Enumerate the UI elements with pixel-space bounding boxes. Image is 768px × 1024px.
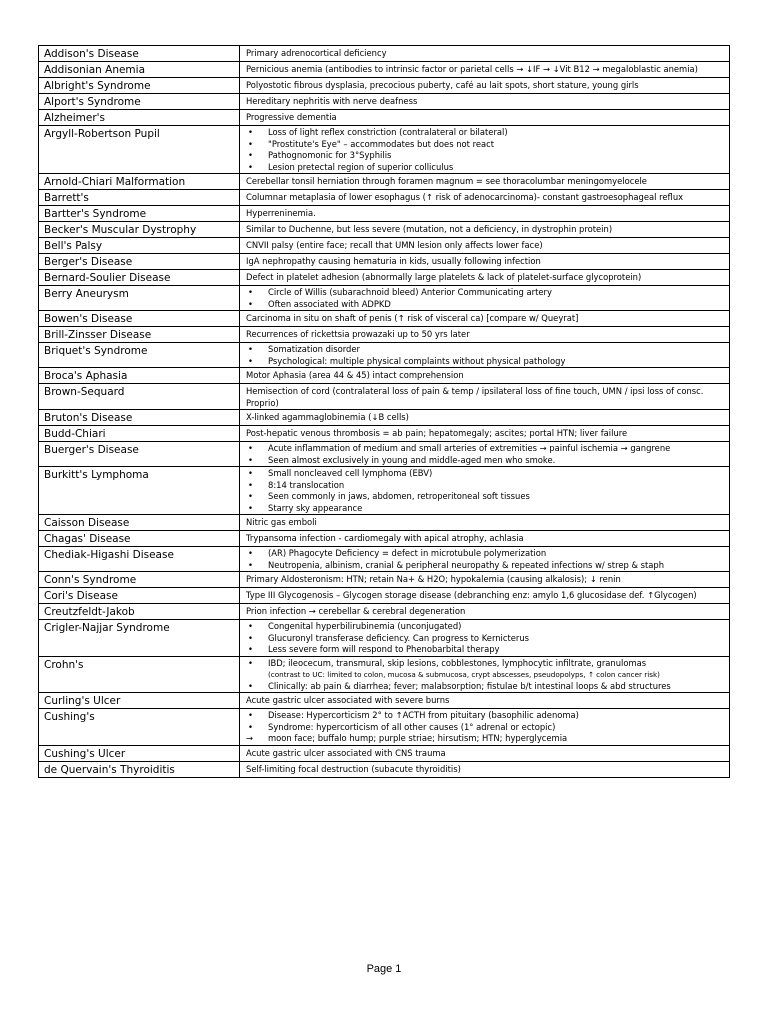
bullet-item: • Small noncleaved cell lymphoma (EBV) (246, 468, 725, 480)
table-row (39, 656, 730, 693)
description-cell: Polyostotic fibrous dysplasia, precocious puberty, café au lait spots, short stature, young girls (240, 78, 730, 94)
description-cell: CNVII palsy (entire face; recall that UMN lesion only affects lower face) (240, 238, 730, 254)
bullet-item: • Often associated with ADPKD (246, 299, 725, 311)
description-cell: Nitric gas emboli (240, 515, 730, 531)
table-row (39, 531, 730, 547)
description-cell: Defect in platelet adhesion (abnormally large platelets & lack of platelet-surface glycoprotein) (240, 270, 730, 286)
bullet-list (246, 344, 725, 367)
table-row (39, 572, 730, 588)
description-cell: Primary Aldosteronism: HTN; retain Na+ & H2O; hypokalemia (causing alkalosis); ↓ renin (240, 572, 730, 588)
disease-name-cell: Broca's Aphasia (39, 368, 240, 384)
disease-name-cell: Conn's Syndrome (39, 572, 240, 588)
disease-name-cell: Cori's Disease (39, 588, 240, 604)
table-row (39, 343, 730, 368)
table-row (39, 761, 730, 777)
table-body (39, 46, 730, 778)
disease-name-cell: Cushing's Ulcer (39, 745, 240, 761)
table-row (39, 368, 730, 384)
description-cell: Primary adrenocortical deficiency (240, 46, 730, 62)
disease-name-cell: Addison's Disease (39, 46, 240, 62)
description-cell: X-linked agammaglobinemia (↓B cells) (240, 410, 730, 426)
table-row (39, 311, 730, 327)
disease-table (38, 45, 730, 778)
description-cell: Acute gastric ulcer associated with severe burns (240, 693, 730, 709)
description-cell: Similar to Duchenne, but less severe (mutation, not a deficiency, in dystrophin protein) (240, 222, 730, 238)
bullet-item: (contrast to UC: limited to colon, mucosa & submucosa, crypt abscesses, pseudopolyps, ↑ colon cancer risk) (268, 670, 660, 679)
disease-name-cell: Chagas' Disease (39, 531, 240, 547)
table-row (39, 547, 730, 572)
description-cell: IgA nephropathy causing hematuria in kids, usually following infection (240, 254, 730, 270)
bullet-item: • IBD; ileocecum, transmural, skip lesions, cobblestones, lymphocytic infiltrate, granulomas (246, 658, 725, 670)
description-cell (240, 709, 730, 746)
description-cell: Hereditary nephritis with nerve deafness (240, 94, 730, 110)
table-row (39, 62, 730, 78)
table-row (39, 206, 730, 222)
bullet-item: • Seen commonly in jaws, abdomen, retroperitoneal soft tissues (246, 491, 725, 503)
bullet-item: • Neutropenia, albinism, cranial & peripheral neuropathy & repeated infections w/ strep & staph (246, 560, 725, 572)
table-row (39, 515, 730, 531)
bullet-item: • Syndrome: hypercorticism of all other causes (1° adrenal or ectopic) (246, 722, 725, 734)
table-row (39, 442, 730, 467)
disease-name-cell: Curling's Ulcer (39, 693, 240, 709)
table-row (39, 384, 730, 410)
table-row (39, 693, 730, 709)
page-number: Page 1 (366, 963, 402, 975)
table-row (39, 286, 730, 311)
description-cell: Hemisection of cord (contralateral loss of pain & temp / ipsilateral loss of fine touch, UMN / ipsi loss of consc. Proprio) (240, 384, 730, 410)
disease-name-cell: Briquet's Syndrome (39, 343, 240, 368)
description-cell: Columnar metaplasia of lower esophagus (↑ risk of adenocarcinoma)- constant gastroesophageal reflux (240, 190, 730, 206)
table-row (39, 110, 730, 126)
disease-name-cell: Crohn's (39, 656, 240, 693)
bullet-item: • 8:14 translocation (246, 480, 725, 492)
disease-name-cell: Bell's Palsy (39, 238, 240, 254)
description-cell: Hyperreninemia. (240, 206, 730, 222)
table-row (39, 238, 730, 254)
bullet-item: • (AR) Phagocyte Deficiency = defect in microtubule polymerization (246, 548, 725, 560)
table-row (39, 254, 730, 270)
description-cell: Trypansoma infection - cardiomegaly with apical atrophy, achlasia (240, 531, 730, 547)
disease-name-cell: Burkitt's Lymphoma (39, 467, 240, 515)
disease-name-cell: Bartter's Syndrome (39, 206, 240, 222)
description-cell: Prion infection → cerebellar & cerebral degeneration (240, 604, 730, 620)
table-row (39, 222, 730, 238)
bullet-item: • Less severe form will respond to Phenobarbital therapy (246, 644, 725, 656)
disease-name-cell: Brill-Zinsser Disease (39, 327, 240, 343)
bullet-list (246, 127, 725, 173)
disease-name-cell: Cushing's (39, 709, 240, 746)
bullet-item: • Circle of Willis (subarachnoid bleed) Anterior Communicating artery (246, 287, 725, 299)
table-row (39, 94, 730, 110)
table-row (39, 190, 730, 206)
bullet-item: • Starry sky appearance (246, 503, 725, 515)
disease-name-cell: Creutzfeldt-Jakob (39, 604, 240, 620)
bullet-list (246, 548, 725, 571)
description-cell: Acute gastric ulcer associated with CNS trauma (240, 745, 730, 761)
disease-name-cell: Budd-Chiari (39, 426, 240, 442)
bullet-item: • Congenital hyperbilirubinemia (unconjugated) (246, 621, 725, 633)
disease-name-cell: Bruton's Disease (39, 410, 240, 426)
bullet-list (246, 443, 725, 466)
disease-name-cell: Brown-Sequard (39, 384, 240, 410)
table-row (39, 410, 730, 426)
description-cell: Cerebellar tonsil herniation through foramen magnum = see thoracolumbar meningomyelocele (240, 174, 730, 190)
disease-name-cell: Becker's Muscular Dystrophy (39, 222, 240, 238)
disease-name-cell: Crigler-Najjar Syndrome (39, 620, 240, 657)
bullet-list (246, 468, 725, 514)
table-row (39, 709, 730, 746)
description-cell: Pernicious anemia (antibodies to intrinsic factor or parietal cells → ↓IF → ↓Vit B12 → megaloblastic anemia) (240, 62, 730, 78)
disease-name-cell: Buerger's Disease (39, 442, 240, 467)
table-row (39, 426, 730, 442)
disease-name-cell: Alzheimer's (39, 110, 240, 126)
disease-name-cell: Alport's Syndrome (39, 94, 240, 110)
disease-name-cell: de Quervain's Thyroiditis (39, 761, 240, 777)
bullet-list (246, 287, 725, 310)
disease-name-cell: Bernard-Soulier Disease (39, 270, 240, 286)
disease-name-cell: Addisonian Anemia (39, 62, 240, 78)
bullet-list (246, 658, 725, 693)
bullet-item: • Clinically: ab pain & diarrhea; fever; malabsorption; fistulae b/t intestinal loops & abd structures (246, 681, 725, 693)
disease-name-cell: Berger's Disease (39, 254, 240, 270)
table-row (39, 604, 730, 620)
bullet-item: • Lesion pretectal region of superior colliculus (246, 162, 725, 174)
bullet-item: → moon face; buffalo hump; purple striae; hirsutism; HTN; hyperglycemia (246, 733, 725, 745)
disease-name-cell: Argyll-Robertson Pupil (39, 126, 240, 174)
bullet-item: • Somatization disorder (246, 344, 725, 356)
table-row (39, 174, 730, 190)
disease-name-cell: Bowen's Disease (39, 311, 240, 327)
disease-name-cell: Berry Aneurysm (39, 286, 240, 311)
bullet-list (246, 710, 725, 745)
table-row (39, 588, 730, 604)
disease-name-cell: Barrett's (39, 190, 240, 206)
description-cell: Recurrences of rickettsia prowazaki up to 50 yrs later (240, 327, 730, 343)
table-row (39, 78, 730, 94)
bullet-item: • Seen almost exclusively in young and middle-aged men who smoke. (246, 455, 725, 467)
table-row (39, 46, 730, 62)
bullet-item: • Disease: Hypercorticism 2° to ↑ACTH from pituitary (basophilic adenoma) (246, 710, 725, 722)
bullet-item: • "Prostitute's Eye" – accommodates but does not react (246, 139, 725, 151)
table-row (39, 467, 730, 515)
description-cell: Self-limiting focal destruction (subacute thyroiditis) (240, 761, 730, 777)
bullet-item: • Loss of light reflex constriction (contralateral or bilateral) (246, 127, 725, 139)
table-row (39, 745, 730, 761)
table-row (39, 270, 730, 286)
description-cell: Carcinoma in situ on shaft of penis (↑ risk of visceral ca) [compare w/ Queyrat] (240, 311, 730, 327)
disease-name-cell: Albright's Syndrome (39, 78, 240, 94)
disease-name-cell: Arnold-Chiari Malformation (39, 174, 240, 190)
description-cell (240, 442, 730, 467)
bullet-list (246, 621, 725, 656)
disease-name-cell: Chediak-Higashi Disease (39, 547, 240, 572)
table-row (39, 327, 730, 343)
description-cell (240, 620, 730, 657)
bullet-item: • Glucuronyl transferase deficiency. Can progress to Kernicterus (246, 633, 725, 645)
description-cell (240, 343, 730, 368)
description-cell: Post-hepatic venous thrombosis = ab pain; hepatomegaly; ascites; portal HTN; liver failure (240, 426, 730, 442)
description-cell (240, 547, 730, 572)
description-cell: Type III Glycogenosis – Glycogen storage disease (debranching enz: amylo 1,6 glucosidase def. ↑Glycogen) (240, 588, 730, 604)
table-row (39, 620, 730, 657)
bullet-item: • Pathognomonic for 3°Syphilis (246, 150, 725, 162)
description-cell: Progressive dementia (240, 110, 730, 126)
bullet-item: • Acute inflammation of medium and small arteries of extremities → painful ischemia → gangrene (246, 443, 725, 455)
bullet-item: • Psychological: multiple physical complaints without physical pathology (246, 356, 725, 368)
description-cell (240, 467, 730, 515)
description-cell (240, 286, 730, 311)
description-cell (240, 126, 730, 174)
table-row (39, 126, 730, 174)
description-cell: Motor Aphasia (area 44 & 45) intact comprehension (240, 368, 730, 384)
disease-name-cell: Caisson Disease (39, 515, 240, 531)
description-cell (240, 656, 730, 693)
